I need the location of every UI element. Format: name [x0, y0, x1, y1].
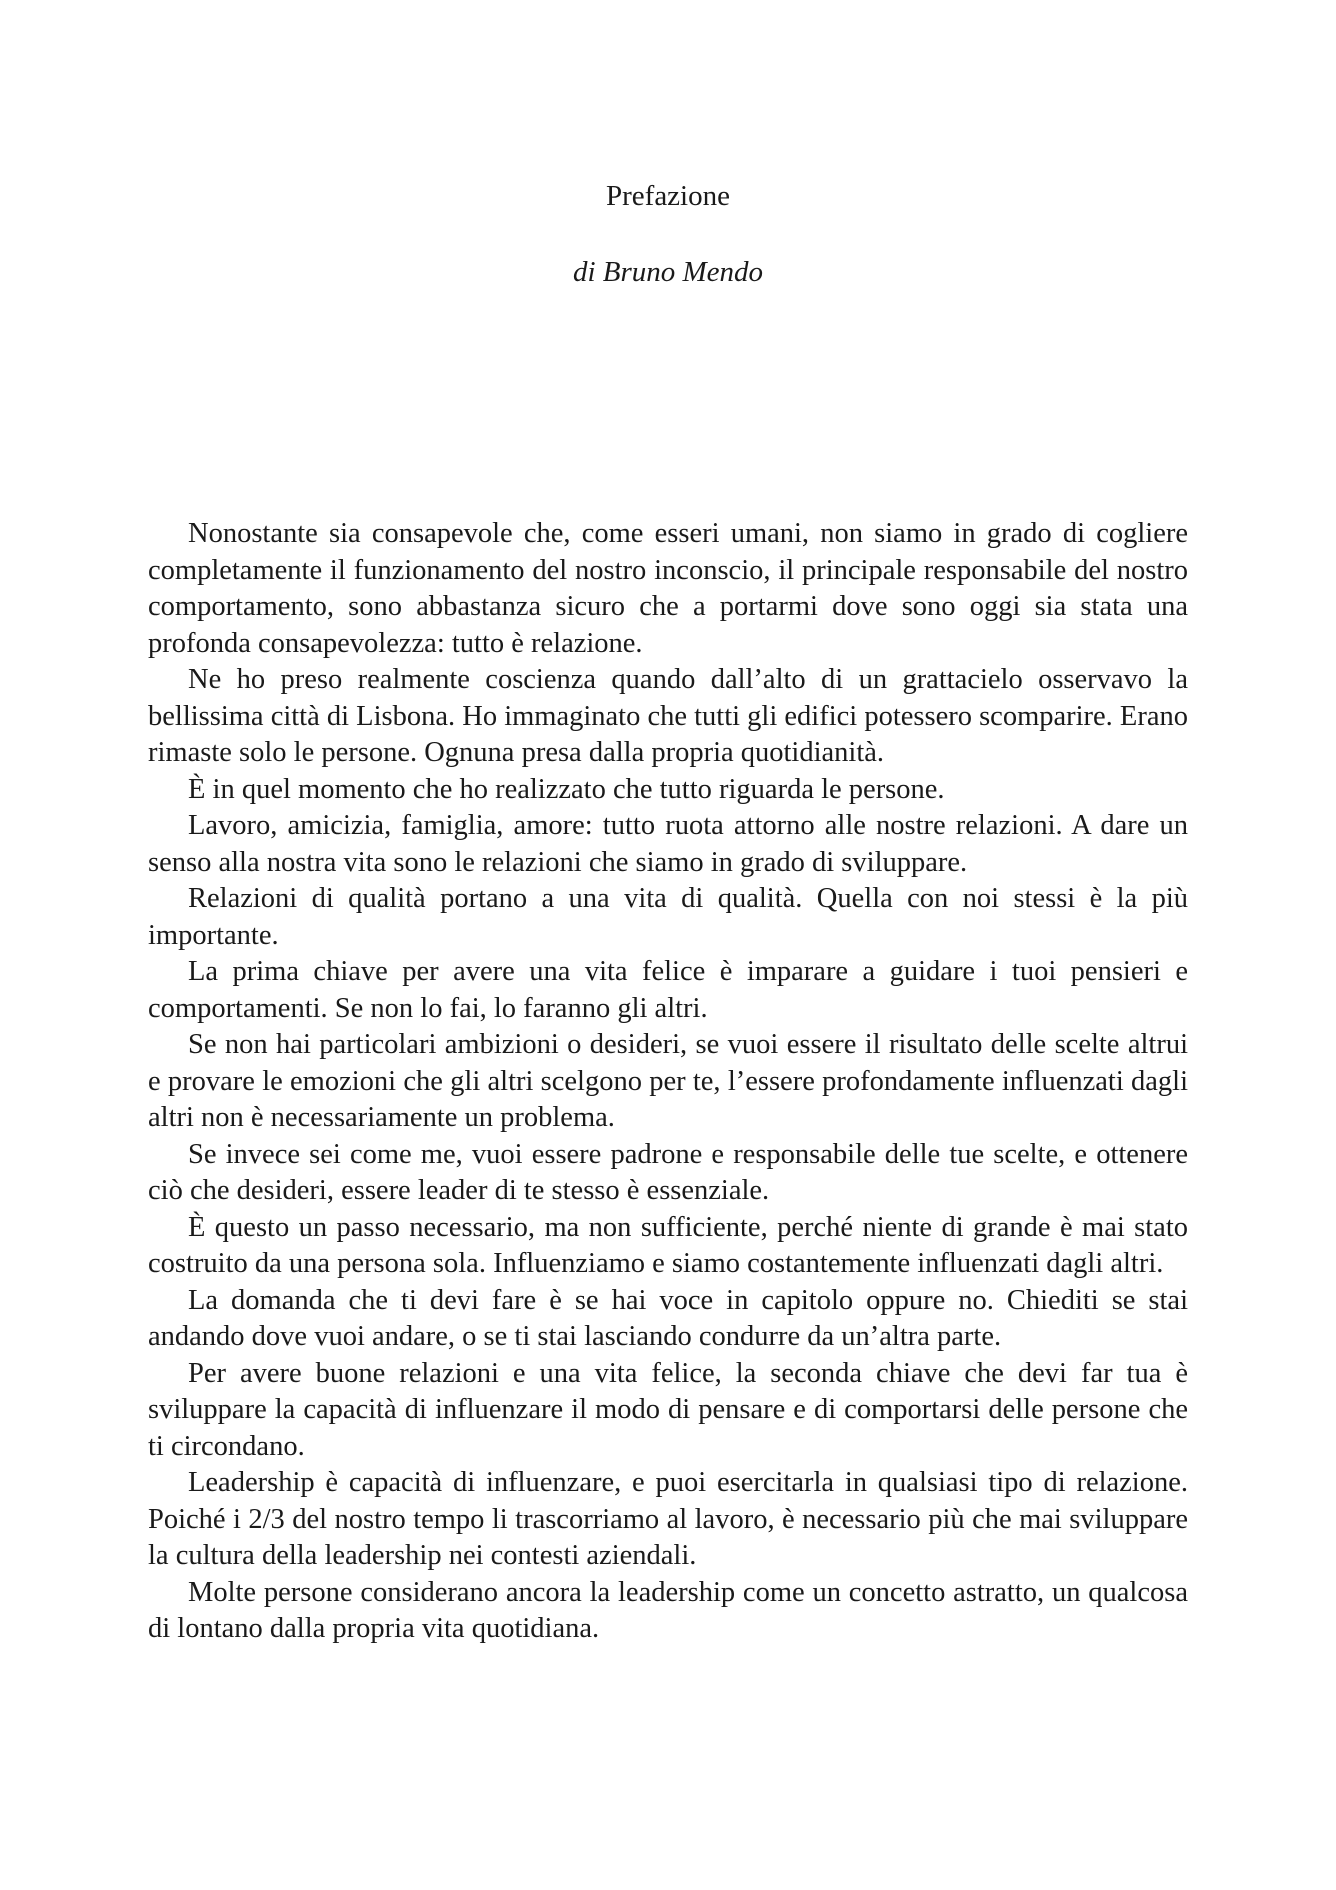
paragraph: Se invece sei come me, vuoi essere padrone e responsabile delle tue scelte, e ottenere ciò che desideri, essere leader di te stesso è essenziale. — [148, 1138, 1188, 1206]
paragraph: La domanda che ti devi fare è se hai voce in capitolo oppure no. Chiediti se stai andando dove vuoi andare, o se ti stai lasciando condurre da un’altra parte. — [148, 1284, 1188, 1352]
chapter-author: di Bruno Mendo — [572, 256, 764, 288]
body-text — [148, 516, 1188, 1648]
paragraph: La prima chiave per avere una vita felice è imparare a guidare i tuoi pensieri e comportamenti. Se non lo fai, lo faranno gli altri. — [148, 956, 1188, 1024]
paragraph: Ne ho preso realmente coscienza quando dall’alto di un grattacielo osservavo la bellissima città di Lisbona. Ho immaginato che tutti gli edifici potessero scomparire. Erano rimaste solo le persone. Ognuna presa dalla propria quotidianità. — [148, 664, 1188, 768]
paragraph: È in quel momento che ho realizzato che tutto riguarda le persone. — [188, 773, 945, 805]
paragraph: Nonostante sia consapevole che, come esseri umani, non siamo in grado di cogliere completamente il funzionamento del nostro inconscio, il principale responsabile del nostro comportamento, sono abbastanza sicuro che a portarmi dove sono oggi sia stata una profonda consapevolezza: tutto è relazione. — [148, 518, 1188, 659]
chapter-title: Prefazione — [606, 180, 730, 212]
paragraph: Leadership è capacità di influenzare, e puoi esercitarla in qualsiasi tipo di relazione. Poiché i 2/3 del nostro tempo li trascorriamo al lavoro, è necessario più che mai sviluppare la cultura della leadership nei contesti aziendali. — [148, 1467, 1188, 1571]
paragraph: Lavoro, amicizia, famiglia, amore: tutto ruota attorno alle nostre relazioni. A dare un senso alla nostra vita sono le relazioni che siamo in grado di sviluppare. — [148, 810, 1188, 878]
paragraph: Molte persone considerano ancora la leadership come un concetto astratto, un qualcosa di lontano dalla propria vita quotidiana. — [148, 1576, 1188, 1644]
paragraph: Relazioni di qualità portano a una vita di qualità. Quella con noi stessi è la più importante. — [148, 883, 1188, 951]
paragraph: È questo un passo necessario, ma non sufficiente, perché niente di grande è mai stato costruito da una persona sola. Influenziamo e siamo costantemente influenzati dagli altri. — [148, 1211, 1188, 1279]
paragraph: Per avere buone relazioni e una vita felice, la seconda chiave che devi far tua è sviluppare la capacità di influenzare il modo di pensare e di comportarsi delle persone che ti circondano. — [148, 1357, 1188, 1462]
paragraph: Se non hai particolari ambizioni o desideri, se vuoi essere il risultato delle scelte altrui e provare le emozioni che gli altri scelgono per te, l’essere profondamente influenzati dagli altri non è necessariamente un problema. — [148, 1029, 1188, 1133]
